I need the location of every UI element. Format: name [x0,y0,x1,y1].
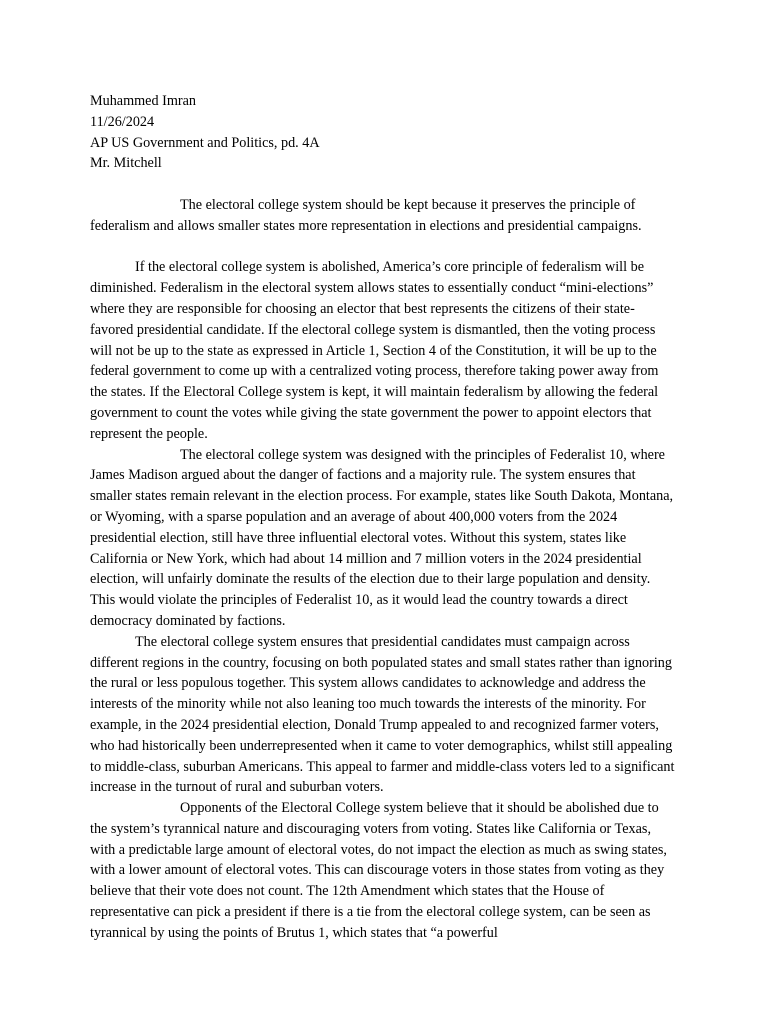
body-paragraph-federalism: If the electoral college system is abolished, America’s core principle of federalism will be diminished. Federalism in the electoral system allows states to essentially conduct “mini-elections” where they are responsible for choosing an elector that best represents the citizens of their state-favored presidential candidate. If the electoral college system is dismantled, then the voting process will not be up to the state as expressed in Article 1, Section 4 of the Constitution, it will be up to the federal government to come up with a centralized voting process, therefore taking power away from the states. If the Electoral College system is kept, it will maintain federalism by allowing the federal government to count the votes while giving the state government the power to appoint electors that represent the people. [90,259,659,442]
body-paragraph-campaigning: The electoral college system ensures that presidential candidates must campaign across different regions in the country, focusing on both populated states and small states rather than ignoring the rural or less populous together. This system allows candidates to acknowledge and address the interests of the minority while not also leaning too much towards the interests of the minority. For example, in the 2024 presidential election, Donald Trump appealed to and recognized farmer voters, who had historically been underrepresented when it came to voter demographics, whilst still appealing to middle-class, suburban Americans. This appeal to farmer and middle-class voters led to a significant increase in the turnout of rural and suburban voters. [90,633,675,796]
author-name: Muhammed Imran [90,93,196,109]
spacer [90,174,678,195]
body-paragraph-counterargument: Opponents of the Electoral College system believe that it should be abolished due to the system’s tyrannical nature and discouraging voters from voting. States like California or Texas, with a predictable large amount of electoral votes, do not impact the election as much as swing states, with a lower amount of electoral votes. This can discourage voters in those states from voting as they believe that their vote does not count. The 12th Amendment which states that the House of representative can pick a president if there is a tie from the electoral college system, can be seen as tyrannical by using the points of Brutus 1, which states that “a powerful [90,800,667,941]
body-paragraph-federalist-10: The electoral college system was designed with the principles of Federalist 10, where James Madison argued about the danger of factions and a majority rule. The system ensures that smaller states remain relevant in the election process. For example, states like South Dakota, Montana, or Wyoming, with a sparse population and an average of about 400,000 voters from the 2024 presidential election, still have three influential electoral votes. Without this system, states like California or New York, which had about 14 million and 7 million voters in the 2024 presidential election, will unfairly dominate the results of the election due to their large population and density. This would violate the principles of Federalist 10, as it would lead the country towards a direct democracy dominated by factions. [90,446,674,629]
teacher-name: Mr. Mitchell [90,155,162,172]
spacer [90,237,678,258]
course-name: AP US Government and Politics, pd. 4A [90,134,320,151]
header-block [90,91,678,174]
document-body [90,91,678,944]
thesis-statement: The electoral college system should be kept because it preserves the principle of federalism and allows smaller states more representation in elections and presidential campaigns. [90,196,642,234]
essay-date: 11/26/2024 [90,113,155,130]
